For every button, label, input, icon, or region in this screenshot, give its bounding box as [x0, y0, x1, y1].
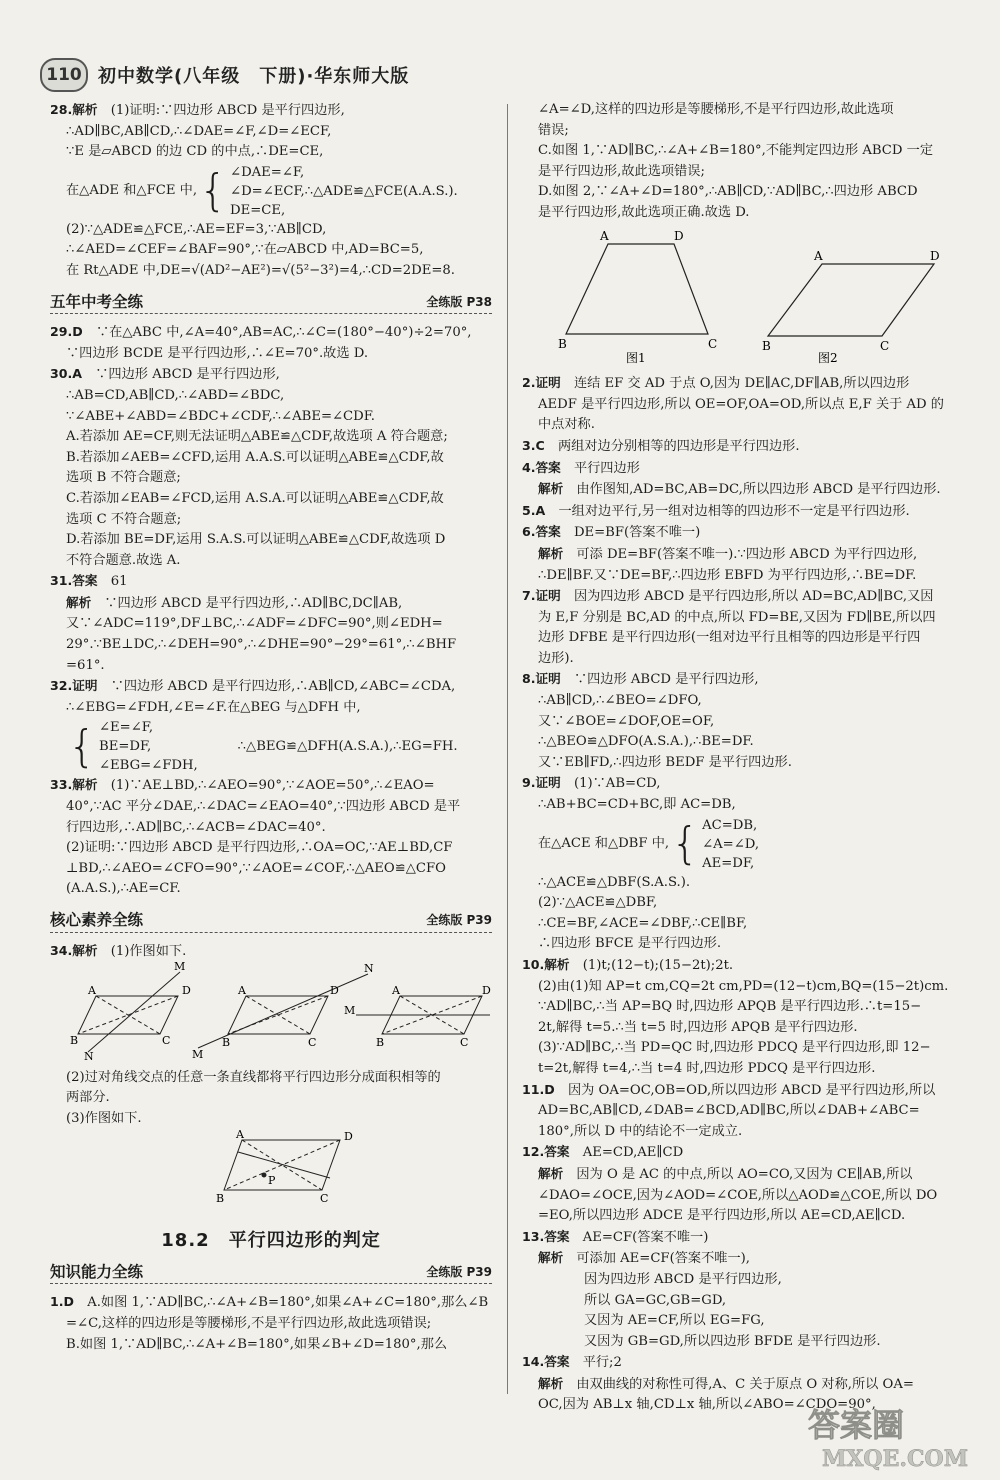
q34-line: 两部分. [66, 1090, 110, 1106]
q1-line: =∠C,这样的四边形是等腰梯形,不是平行四边形,故此选项错误; [66, 1315, 432, 1331]
q28-line: (2)∵△ADE≌△FCE,∴AE=EF=3,∵AB∥CD, [66, 221, 327, 237]
label-N: N [84, 1050, 94, 1061]
q13-answer: AE=CF(答案不唯一) [582, 1229, 709, 1245]
q30-line: 选项 C 不符合题意; [66, 511, 182, 527]
q12-line: =EO,所以四边形 ADCE 是平行四边形,所以 AE=CD,AE∥CD. [538, 1208, 906, 1224]
q11-line: AD=BC,AB∥CD,∠DAB=∠BCD,AD∥BC,所以∠DAB+∠ABC= [538, 1103, 920, 1119]
q8-line: 又∵EB∥FD,∴四边形 BEDF 是平行四边形. [538, 754, 792, 770]
q31-sub-label: 解析 [66, 594, 92, 610]
q32-line: ∵四边形 ABCD 是平行四边形,∴AB∥CD,∠ABC=∠CDA, [110, 679, 456, 695]
label-B: B [376, 1036, 385, 1050]
q4-text: 由作图知,AD=BC,AB=DC,所以四边形 ABCD 是平行四边形. [576, 482, 941, 498]
q5-text: 一组对边平行,另一组对边相等的四边形不一定是平行四边形. [558, 503, 910, 519]
q30-line: C.若添加∠EAB=∠FCD,运用 A.S.A.可以证明△ABE≌△CDF,故 [66, 490, 444, 506]
q9-system [522, 816, 967, 873]
q2-line: 中点对称. [538, 417, 595, 433]
q9-label: 9.证明 [522, 775, 561, 791]
label-C: C [162, 1034, 171, 1048]
q1-line: B.如图 1,∵AD∥BC,∴∠A+∠B=180°,如果∠B+∠D=180°,那么 [66, 1336, 448, 1352]
q34-line: (1)作图如下. [110, 943, 187, 959]
q3-text: 两组对边分别相等的四边形是平行四边形. [557, 438, 800, 454]
q33-line: (A.A.S.),∴AE=CF. [66, 881, 181, 897]
label-D: D [330, 984, 339, 998]
label-C: C [708, 336, 718, 351]
q30-line: 不符合题意.故选 A. [66, 552, 181, 568]
q28-line: ∵E 是▱ABCD 的边 CD 的中点,∴DE=CE, [66, 144, 324, 160]
section-header [50, 1262, 492, 1285]
q28-sys-line: ∠DAE=∠F, [230, 164, 305, 180]
label-B: B [222, 1036, 231, 1050]
q28-line: (1)证明:∵四边形 ABCD 是平行四边形, [110, 103, 345, 118]
label-B: B [216, 1191, 225, 1205]
q2-line: AEDF 是平行四边形,所以 OE=OF,OA=OD,所以点 E,F 关于 AD 的 [538, 396, 944, 412]
q31-line: 又∵∠ADC=119°,DF⊥BC,∴∠ADF=∠DFC=90°,则∠EDH= [66, 616, 443, 632]
q31-line: =61°. [66, 657, 105, 673]
q32-sys-line: ∠EBG=∠FDH, [99, 758, 198, 774]
q14-line: 由双曲线的对称性可得,A、C 关于原点 O 对称,所以 OA= [576, 1376, 914, 1392]
q31-line: 29°.∵BE⊥DC,∴∠DEH=90°,∴∠DHE=90°−29°=61°,∴∠BHF [66, 637, 457, 653]
label-A: A [88, 984, 96, 998]
q33-line: 行四边形,∴AD∥BC,∴∠ACB=∠DAC=40°. [66, 819, 326, 835]
q10-line: t=2t,解得 t=4,∴当 t=4 时,四边形 PDCQ 是平行四边形. [538, 1060, 876, 1076]
q33-line: (1)∵AE⊥BD,∴∠AEO=90°,∵∠AOE=50°,∴∠EAO= [110, 778, 435, 794]
figure-parallelogram-4 [224, 1140, 340, 1190]
q13-label: 13.答案 [522, 1228, 570, 1244]
q1-cont-line: D.如图 2,∵∠A+∠D=180°,∴AB∥CD,∵AD∥BC,∴四边形 ABCD [538, 184, 918, 200]
q9-sys-line: ∠A=∠D, [702, 836, 760, 852]
q14-line: OC,因为 AB⊥x 轴,CD⊥x 轴,所以∠ABO=∠CDO=90°, [538, 1397, 876, 1413]
q1-figures [522, 224, 967, 366]
figure-2-caption: 图2 [818, 350, 838, 365]
q1-cont-line: ∠A=∠D,这样的四边形是等腰梯形,不是平行四边形,故此选项 [538, 102, 894, 117]
q30-line: 选项 B 不符合题意; [66, 470, 181, 486]
section-title: 核心素养全练 [50, 911, 144, 929]
left-brace: { [199, 165, 228, 217]
left-brace: { [671, 818, 700, 870]
q1-line: A.如图 1,∵AD∥BC,∴∠A+∠B=180°,如果∠A+∠C=180°,那么∠B [87, 1295, 489, 1311]
q8-line: ∵四边形 ABCD 是平行四边形, [573, 672, 759, 688]
q10-line: 2t,解得 t=5.∴当 t=5 时,四边形 APQB 是平行四边形. [538, 1019, 858, 1035]
q8-label: 8.证明 [522, 671, 561, 687]
label-C: C [880, 338, 890, 353]
q33-line: (2)证明:∵四边形 ABCD 是平行四边形,∴OA=OC,∵AE⊥BD,CF [66, 840, 453, 856]
q33-line: 40°,∵AC 平分∠DAE,∴∠DAC=∠EAO=40°,∵四边形 ABCD 是平 [66, 799, 461, 815]
q30-label: 30.A [50, 366, 83, 382]
figure-1-trapezoid [566, 244, 708, 334]
q10-line: ∵AD∥BC,∴当 AP=BQ 时,四边形 APQB 是平行四边形.∴t=15− [538, 999, 922, 1015]
q9-line: ∴△ACE≌△DBF(S.A.S.). [538, 874, 691, 890]
section-header [50, 910, 492, 933]
section-header [50, 292, 492, 315]
left-column [50, 100, 492, 1355]
book-title: 初中数学(八年级 下册)·华东师大版 [98, 66, 410, 87]
section-ref: 全练版 P38 [426, 294, 492, 309]
q2-line: 连结 EF 交 AD 于点 O,因为 DE∥AC,DF∥AB,所以四边形 [573, 376, 910, 392]
label-A: A [238, 984, 246, 998]
q34-figure-3 [50, 1130, 492, 1206]
q30-line: ∴AB=CD,AB∥CD,∴∠ABD=∠BDC, [66, 387, 285, 403]
q4-answer: 平行四边形 [573, 460, 640, 476]
label-B: B [70, 1034, 79, 1048]
q32-sys-line: ∠E=∠F, [99, 720, 154, 736]
q12-answer: AE=CD,AE∥CD [582, 1145, 684, 1161]
right-column [522, 100, 967, 1416]
q12-line: 因为 O 是 AC 的中点,所以 AO=CO,又因为 CE∥AB,所以 [576, 1166, 913, 1182]
q7-line: 因为四边形 ABCD 是平行四边形,所以 AD=BC,AD∥BC,又因 [573, 589, 934, 605]
q11-line: 因为 OA=OC,OB=OD,所以四边形 ABCD 是平行四边形,所以 [567, 1082, 936, 1098]
q9-line: ∴CE=BF,∠ACE=∠DBF,∴CE∥BF, [538, 915, 748, 931]
q13-line: 所以 GA=GC,GB=GD, [584, 1292, 727, 1308]
label-P: P [268, 1173, 276, 1187]
label-M: M [344, 1004, 356, 1018]
q28-sys-line: DE=CE, [230, 202, 286, 218]
label-D: D [930, 248, 940, 263]
q32-line: ∴∠EBG=∠FDH,∠E=∠F.在△BEG 与△DFH 中, [66, 699, 361, 715]
q28 [50, 100, 492, 282]
q9-sys-prefix: 在△ACE 和△DBF 中, [538, 835, 670, 851]
label-C: C [460, 1036, 469, 1050]
q6-line: ∴DE∥BF.又∵DE=BF,∴四边形 EBFD 为平行四边形,∴BE=DF. [538, 567, 917, 583]
q4-sub-label: 解析 [538, 481, 564, 497]
q30-line: ∵四边形 ABCD 是平行四边形, [95, 367, 280, 383]
q8-line: ∴AB∥CD,∴∠BEO=∠DFO, [538, 693, 702, 709]
q13-line: 可添加 AE=CF(答案不唯一), [576, 1251, 750, 1267]
section-title: 知识能力全练 [50, 1262, 144, 1281]
q34-label: 34.解析 [50, 942, 98, 958]
label-D: D [344, 1129, 353, 1143]
q12-sub-label: 解析 [538, 1165, 564, 1181]
q1-cont-line: 是平行四边形,故此选项正确.故选 D. [538, 204, 750, 220]
q28-line: ∴∠AED=∠CEF=∠BAF=90°,∵在▱ABCD 中,AD=BC=5, [66, 242, 424, 258]
q6-line: 可添 DE=BF(答案不唯一).∵四边形 ABCD 为平行四边形, [576, 546, 918, 562]
q1-cont-line: 是平行四边形,故此选项错误; [538, 163, 705, 179]
q28-sys-prefix: 在△ADE 和△FCE 中, [66, 182, 198, 198]
q12-label: 12.答案 [522, 1144, 570, 1160]
q11-line: 180°,所以 D 中的结论不一定成立. [538, 1123, 743, 1139]
q29-label: 29.D [50, 324, 83, 340]
page-number: 110 [40, 58, 88, 92]
q10-line: (1)t;(12−t);(15−2t);2t. [582, 958, 734, 973]
label-D: D [182, 984, 191, 998]
label-B: B [558, 336, 567, 351]
left-brace: { [68, 720, 96, 772]
q1-label: 1.D [50, 1294, 75, 1310]
q31-line: ∵四边形 ABCD 是平行四边形,∴AD∥BC,DC∥AB, [104, 595, 403, 611]
q1-cont-line: 错误; [538, 122, 569, 138]
label-N: N [364, 962, 374, 976]
q4-label: 4.答案 [522, 459, 561, 475]
q8-line: ∴△BEO≌△DFO(A.S.A.),∴BE=DF. [538, 734, 754, 750]
q31-answer: 61 [110, 574, 128, 590]
q10-line: (2)由(1)知 AP=t cm,CQ=2t cm,PD=(12−t)cm,BQ=(15−2t)cm. [538, 978, 949, 994]
q32-sys-suffix: ∴△BEG≌△DFH(A.S.A.),∴EG=FH. [237, 738, 458, 754]
q12-line: ∠DAO=∠OCE,因为∠AOD=∠COE,所以△AOD≌△COE,所以 DO [538, 1187, 938, 1203]
label-C: C [320, 1191, 329, 1205]
q30-line: ∵∠ABE+∠ABD=∠BDC+∠CDF,∴∠ABE=∠CDF. [66, 408, 376, 424]
page-header [40, 58, 409, 92]
q10-label: 10.解析 [522, 957, 570, 972]
label-B: B [762, 338, 771, 353]
q5-label: 5.A [522, 502, 546, 518]
q9-sys-line: AC=DB, [702, 817, 758, 833]
q29-line: ∵四边形 BCDE 是平行四边形,∴∠E=70°.故选 D. [66, 345, 369, 361]
label-A: A [236, 1129, 244, 1141]
q1-cont-line: C.如图 1,∵AD∥BC,∴∠A+∠B=180°,不能判定四边形 ABCD 一定 [538, 143, 934, 159]
q28-sys-line: ∠D=∠ECF,∴△ADE≌△FCE(A.A.S.). [230, 183, 458, 199]
q32-label: 32.证明 [50, 678, 98, 694]
q6-answer: DE=BF(答案不唯一) [573, 525, 701, 541]
q34-line: (2)过对角线交点的任意一条直线都将平行四边形分成面积相等的 [66, 1069, 441, 1085]
q30-line: A.若添加 AE=CF,则无法证明△ABE≌△CDF,故选项 A 符合题意; [66, 429, 448, 445]
q30-line: D.若添加 BE=DF,运用 S.A.S.可以证明△ABE≌△CDF,故选项 D [66, 532, 446, 548]
label-C: C [308, 1036, 317, 1050]
q14-answer: 平行;2 [582, 1355, 622, 1371]
q9-line: ∴四边形 BFCE 是平行四边形. [538, 936, 722, 952]
label-M: M [174, 962, 186, 974]
q6-sub-label: 解析 [538, 545, 564, 561]
q14-sub-label: 解析 [538, 1375, 564, 1391]
q11-label: 11.D [522, 1081, 555, 1097]
label-A: A [392, 984, 400, 998]
q7-line: 边形 DFBE 是平行四边形(一组对边平行且相等的四边形是平行四 [538, 630, 921, 646]
q9-line: (1)∵AB=CD, [573, 776, 661, 792]
q31-label: 31.答案 [50, 573, 98, 589]
q33-line: ⊥BD,∴∠AEO=∠CFO=90°,∵∠AOE=∠COF,∴△AEO≌△CFO [66, 860, 446, 876]
watermark-url: MXQE.COM [822, 1446, 969, 1472]
section-title: 五年中考全练 [50, 292, 144, 311]
q28-line: ∴AD∥BC,AB∥CD,∴∠DAE=∠F,∠D=∠ECF, [66, 123, 332, 139]
q7-label: 7.证明 [522, 588, 561, 604]
q13-sub-label: 解析 [538, 1250, 564, 1266]
q9-sys-line: AE=DF, [702, 855, 755, 871]
q13-line: 因为四边形 ABCD 是平行四边形, [584, 1271, 782, 1287]
q7-line: 为 E,F 分别是 BC,AD 的中点,所以 FD=BE,又因为 FD∥BE,所以四 [538, 609, 936, 625]
q28-line: 在 Rt△ADE 中,DE=√(AD²−AE²)=√(5²−3²)=4,∴CD=2DE=8. [66, 262, 455, 278]
q13-line: 又因为 AE=CF,所以 EG=FG, [584, 1313, 765, 1329]
section-ref: 全练版 P39 [426, 913, 492, 927]
q28-label: 28.解析 [50, 102, 98, 117]
q10-line: (3)∵AD∥BC,∴当 PD=QC 时,四边形 PDCQ 是平行四边形,即 12− [538, 1040, 931, 1056]
q34-line: (3)作图如下. [66, 1110, 142, 1126]
q13-line: 又因为 GB=GD,所以四边形 BFDE 是平行四边形. [584, 1333, 881, 1349]
q2-label: 2.证明 [522, 375, 561, 391]
q28-system [50, 163, 492, 220]
label-A: A [600, 228, 609, 243]
watermark-logo [800, 1398, 990, 1474]
label-M: M [192, 1048, 204, 1061]
q32-system [50, 718, 492, 775]
q7-line: 边形). [538, 650, 574, 666]
section-ref: 全练版 P39 [426, 1264, 492, 1279]
q3-label: 3.C [522, 437, 545, 453]
figure-parallelogram-3 [356, 996, 490, 1034]
label-A: A [814, 248, 823, 263]
q30-line: B.若添加∠AEB=∠CFD,运用 A.A.S.可以证明△ABE≌△CDF,故 [66, 449, 444, 465]
watermark-text: 答案圈 [808, 1406, 905, 1444]
column-divider [507, 104, 508, 1394]
figure-1-caption: 图1 [626, 350, 646, 365]
q6-label: 6.答案 [522, 524, 561, 540]
q29-line: ∵在△ABC 中,∠A=40°,AB=AC,∴∠C=(180°−40°)÷2=70°, [95, 325, 472, 341]
q34-figures-row [50, 962, 492, 1060]
label-D: D [674, 228, 684, 243]
label-D: D [482, 984, 491, 998]
chapter-heading: 18.2 平行四边形的判定 [161, 1230, 381, 1252]
q8-line: 又∵∠BOE=∠DOF,OE=OF, [538, 713, 715, 729]
q33-label: 33.解析 [50, 777, 98, 793]
q32-sys-line: BE=DF, [99, 739, 152, 755]
figure-2-parallelogram [768, 264, 934, 336]
q9-line: (2)∵△ACE≌△DBF, [538, 895, 658, 911]
q14-label: 14.答案 [522, 1354, 570, 1370]
q9-line: ∴AB+BC=CD+BC,即 AC=DB, [538, 797, 736, 813]
